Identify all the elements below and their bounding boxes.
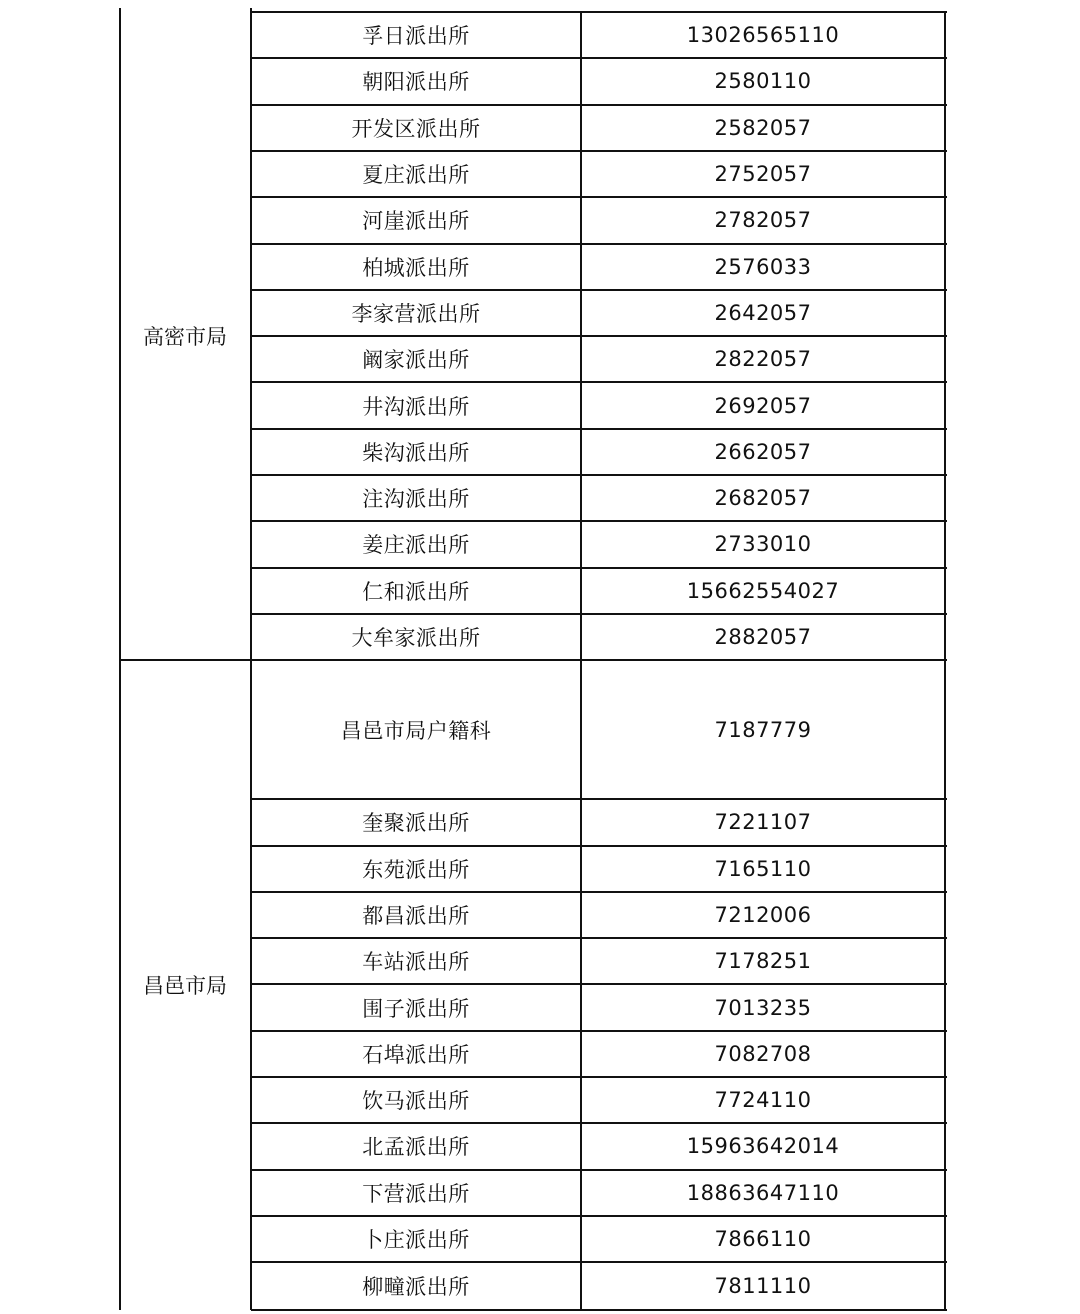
phone-number-cell: 2580110 (714, 69, 812, 94)
station-name-cell: 昌邑市局户籍科 (340, 718, 492, 743)
station-name-cell: 围子派出所 (362, 996, 470, 1021)
phone-number-cell: 15963642014 (686, 1134, 840, 1159)
station-name-cell: 北孟派出所 (362, 1135, 470, 1160)
station-name-cell: 柴沟派出所 (362, 440, 470, 465)
phone-number-cell: 7221107 (714, 810, 812, 835)
phone-number-cell: 2822057 (714, 347, 812, 372)
station-name-cell: 李家营派出所 (351, 301, 481, 326)
phone-number-cell: 7165110 (714, 856, 812, 881)
bureau-name-cell: 昌邑市局 (143, 974, 227, 999)
station-name-cell: 开发区派出所 (351, 116, 481, 141)
phone-number-cell: 7811110 (714, 1274, 812, 1299)
station-name-cell: 姜庄派出所 (362, 533, 470, 558)
phone-number-cell: 7866110 (714, 1227, 812, 1252)
left-border (119, 8, 121, 1310)
station-name-cell: 都昌派出所 (362, 903, 470, 928)
phone-number-cell: 2682057 (714, 486, 812, 511)
right-border (944, 12, 946, 1310)
station-name-cell: 柳疃派出所 (362, 1275, 470, 1300)
phone-number-cell: 2642057 (714, 300, 812, 325)
station-name-cell: 井沟派出所 (362, 394, 470, 419)
station-name-cell: 下营派出所 (362, 1181, 470, 1206)
station-name-cell: 卜庄派出所 (362, 1228, 470, 1253)
station-name-cell: 孚日派出所 (362, 24, 470, 49)
station-name-cell: 柏城派出所 (362, 255, 470, 280)
column-divider-2 (580, 12, 582, 1310)
phone-number-cell: 13026565110 (686, 23, 840, 48)
phone-number-cell: 2782057 (714, 208, 812, 233)
phone-number-cell: 2733010 (714, 532, 812, 557)
station-name-cell: 河崖派出所 (362, 209, 470, 234)
phone-number-cell: 2752057 (714, 162, 812, 187)
phone-number-cell: 2576033 (714, 254, 812, 279)
phone-number-cell: 7724110 (714, 1088, 812, 1113)
phone-number-cell: 2582057 (714, 115, 812, 140)
station-name-cell: 夏庄派出所 (362, 163, 470, 188)
bureau-name-cell: 高密市局 (143, 325, 227, 350)
station-name-cell: 石埠派出所 (362, 1042, 470, 1067)
station-name-cell: 朝阳派出所 (362, 70, 470, 95)
phone-number-cell: 2662057 (714, 439, 812, 464)
station-name-cell: 饮马派出所 (362, 1089, 470, 1114)
phone-number-cell: 2692057 (714, 393, 812, 418)
station-name-cell: 东苑派出所 (362, 857, 470, 882)
phone-number-cell: 7212006 (714, 902, 812, 927)
station-name-cell: 奎聚派出所 (362, 811, 470, 836)
phone-number-cell: 7178251 (714, 949, 812, 974)
phone-number-cell: 15662554027 (686, 578, 840, 603)
station-name-cell: 车站派出所 (362, 950, 470, 975)
row-divider (251, 1309, 947, 1311)
station-name-cell: 大牟家派出所 (351, 626, 481, 651)
phone-number-cell: 7082708 (714, 1041, 812, 1066)
column-divider-1 (250, 8, 252, 1310)
phone-number-cell: 2882057 (714, 625, 812, 650)
phone-number-cell: 7187779 (714, 717, 812, 742)
phone-number-cell: 18863647110 (686, 1180, 840, 1205)
phone-number-cell: 7013235 (714, 995, 812, 1020)
station-name-cell: 阚家派出所 (362, 348, 470, 373)
station-name-cell: 仁和派出所 (362, 579, 470, 604)
station-name-cell: 注沟派出所 (362, 487, 470, 512)
